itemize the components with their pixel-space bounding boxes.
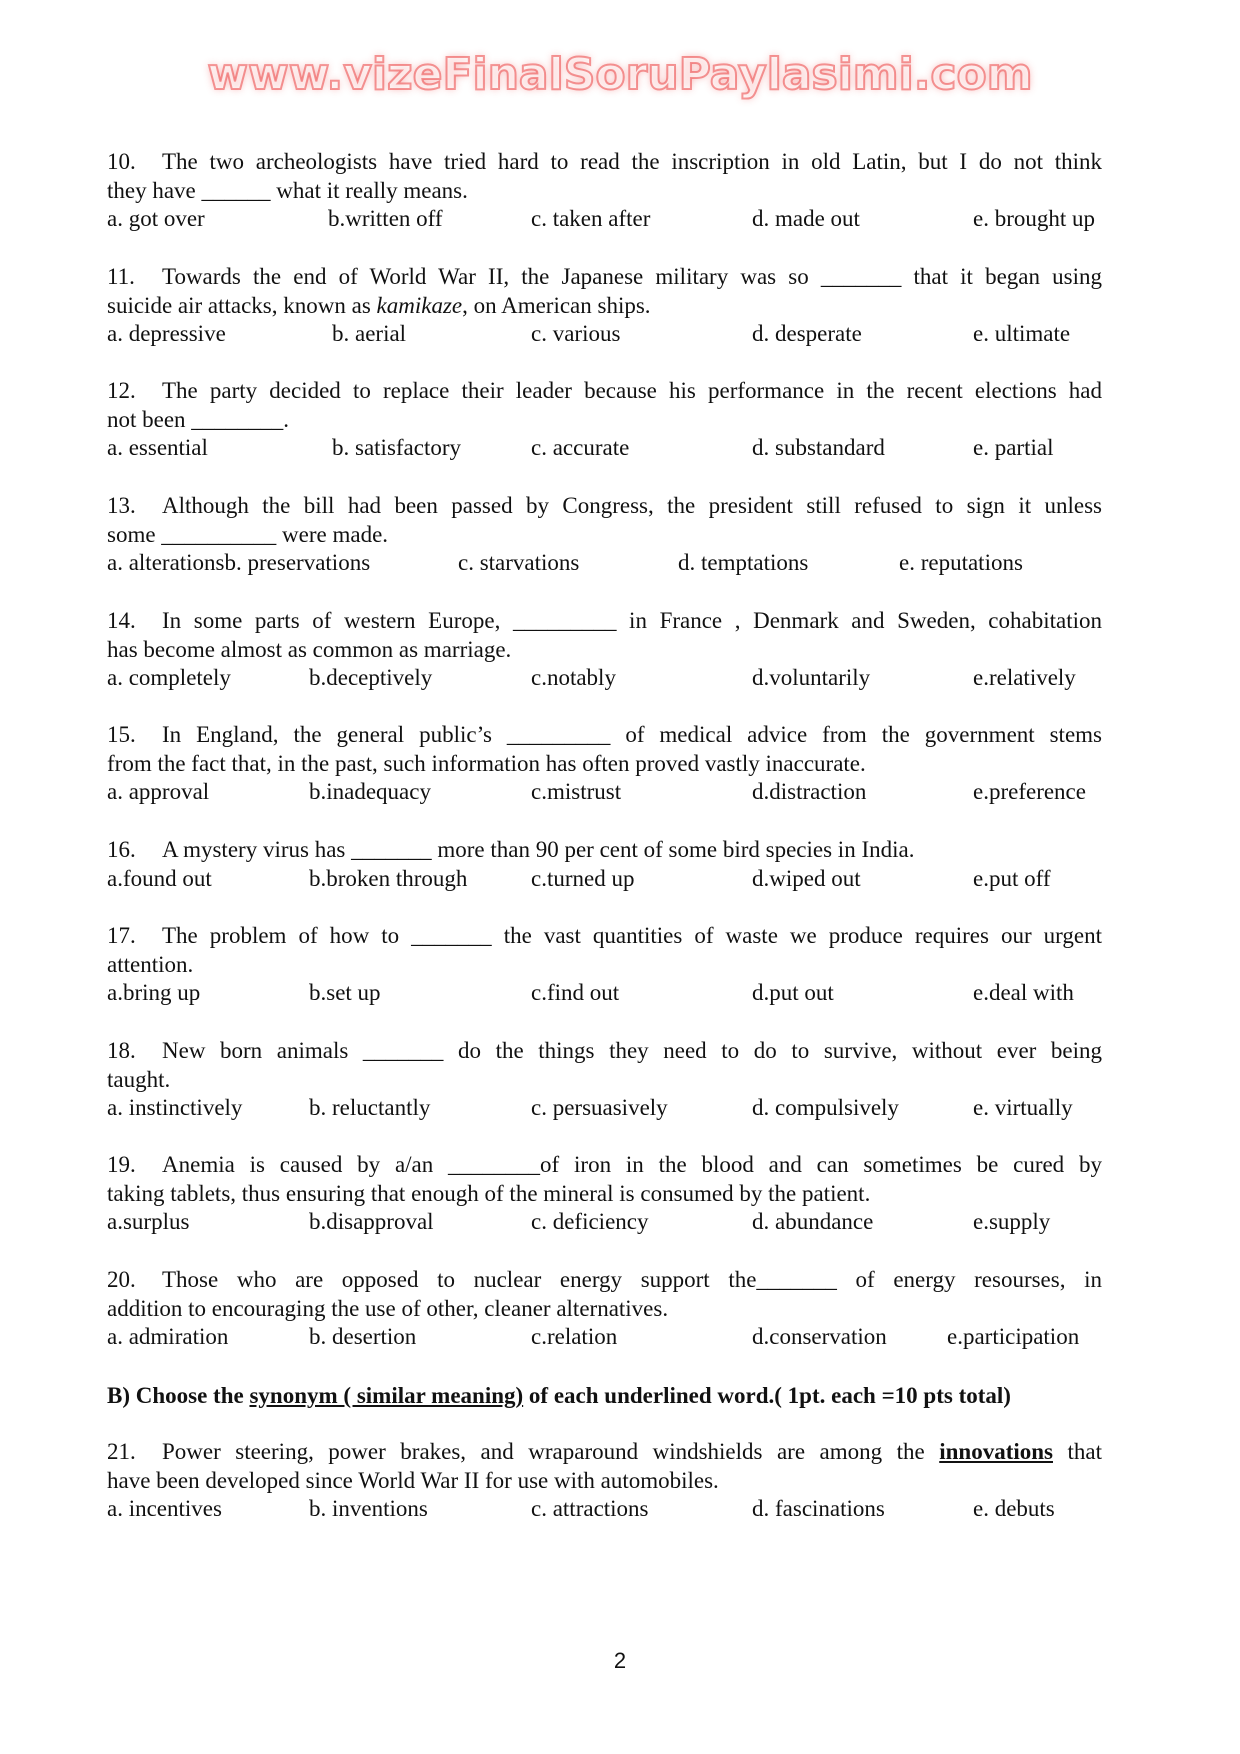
italic-term: kamikaze — [376, 292, 463, 318]
option-b[interactable]: b.set up — [309, 980, 381, 1005]
question-text-cont: has become almost as common as marriage. — [107, 636, 512, 662]
option-e[interactable]: e.put off — [973, 865, 1051, 891]
heading-text: B) Choose the — [107, 1383, 250, 1408]
question-17 — [107, 922, 1102, 1008]
option-d[interactable]: d. abundance — [752, 1209, 874, 1234]
question-text: that — [1053, 1439, 1102, 1464]
option-b[interactable]: b. reluctantly — [309, 1095, 431, 1120]
question-13 — [107, 492, 1102, 578]
option-b[interactable]: b. aerial — [332, 321, 407, 346]
question-text-cont: taught. — [107, 1066, 171, 1092]
option-c[interactable]: c. starvations — [458, 550, 580, 575]
question-text-cont: addition to encouraging the use of other, cleaner alternatives. — [107, 1295, 669, 1321]
option-c[interactable]: c. persuasively — [531, 1095, 668, 1120]
option-d[interactable]: d.wiped out — [752, 865, 861, 891]
underlined-keyword: innovations — [939, 1439, 1053, 1464]
options — [107, 1208, 1102, 1237]
option-b[interactable]: b.disapproval — [309, 1209, 434, 1234]
option-b[interactable]: b.broken through — [309, 865, 468, 891]
question-10 — [107, 148, 1102, 234]
options — [107, 434, 1102, 463]
question-15 — [107, 721, 1102, 807]
options — [107, 979, 1102, 1008]
option-d[interactable]: d. compulsively — [752, 1095, 899, 1120]
option-e[interactable]: e. debuts — [973, 1496, 1055, 1521]
options — [107, 549, 1102, 578]
option-b[interactable]: b.deceptively — [309, 665, 433, 690]
option-a-b-group — [107, 549, 370, 578]
options — [107, 205, 1102, 234]
option-e[interactable]: e.deal with — [973, 980, 1074, 1005]
option-e[interactable]: e. virtually — [973, 1095, 1073, 1120]
question-number: 13. — [107, 493, 136, 518]
option-b[interactable]: b. inventions — [309, 1496, 428, 1521]
options — [107, 664, 1102, 693]
question-number: 16. — [107, 837, 136, 862]
question-text: The two archeologists have tried hard to read the inscription in old Latin, but I do not think — [162, 149, 1102, 174]
question-text-cont: attention. — [107, 951, 194, 977]
option-c[interactable]: c.mistrust — [531, 779, 622, 804]
question-number: 17. — [107, 923, 136, 948]
option-a[interactable]: a. alterations — [107, 550, 225, 575]
option-e[interactable]: e. partial — [973, 435, 1054, 460]
option-d[interactable]: d. substandard — [752, 435, 885, 460]
option-c[interactable]: c. accurate — [531, 435, 630, 460]
question-text-cont: some __________ were made. — [107, 521, 389, 547]
option-e[interactable]: e.preference — [973, 779, 1086, 804]
option-e[interactable]: e.participation — [947, 1324, 1080, 1349]
question-text: Although the bill had been passed by Congress, the president still refused to sign it unless — [162, 493, 1102, 518]
question-text: A mystery virus has _______ more than 90 per cent of some bird species in India. — [162, 837, 915, 862]
option-a[interactable]: a.found out — [107, 865, 212, 891]
question-text: In England, the general public’s _________ of medical advice from the government stems — [162, 722, 1102, 747]
question-number: 14. — [107, 608, 136, 633]
page-number: 2 — [613, 1648, 627, 1673]
option-a[interactable]: a. essential — [107, 435, 208, 460]
option-c[interactable]: c.relation — [531, 1324, 618, 1349]
option-e[interactable]: e. ultimate — [973, 321, 1071, 346]
question-text-cont: from the fact that, in the past, such information has often proved vastly inaccurate. — [107, 750, 866, 776]
question-19 — [107, 1151, 1102, 1237]
question-12 — [107, 377, 1102, 463]
question-text: Power steering, power brakes, and wraparound windshields are among the — [162, 1439, 940, 1464]
option-c[interactable]: c.find out — [531, 980, 620, 1005]
option-d[interactable]: d.voluntarily — [752, 665, 871, 690]
text: , on American ships. — [462, 292, 651, 318]
option-b[interactable]: b. satisfactory — [332, 435, 462, 460]
option-d[interactable]: d.put out — [752, 980, 834, 1005]
options — [107, 865, 1102, 894]
option-c[interactable]: c. deficiency — [531, 1209, 649, 1234]
option-d[interactable]: d. fascinations — [752, 1496, 885, 1521]
question-number: 18. — [107, 1038, 136, 1063]
question-number: 21. — [107, 1439, 136, 1464]
option-c[interactable]: c. taken after — [531, 206, 651, 231]
question-text: The problem of how to _______ the vast quantities of waste we produce requires our urgent — [162, 923, 1102, 948]
question-number: 20. — [107, 1267, 136, 1292]
question-14 — [107, 607, 1102, 693]
option-e[interactable]: e. reputations — [899, 550, 1023, 575]
option-a[interactable]: a. instinctively — [107, 1095, 243, 1120]
options — [107, 320, 1102, 349]
question-text-cont: have been developed since World War II for use with automobiles. — [107, 1467, 719, 1493]
option-b[interactable]: b. desertion — [309, 1324, 417, 1349]
option-c[interactable]: c. attractions — [531, 1496, 649, 1521]
option-d[interactable]: d. made out — [752, 206, 860, 231]
option-d[interactable]: d. desperate — [752, 321, 862, 346]
option-d[interactable]: d. temptations — [678, 550, 809, 575]
question-text: Towards the end of World War II, the Japanese military was so _______ that it began using — [162, 264, 1102, 289]
question-11 — [107, 263, 1102, 349]
section-b-heading — [107, 1381, 1102, 1411]
option-a[interactable]: a. approval — [107, 779, 210, 804]
option-c[interactable]: c.turned up — [531, 865, 635, 891]
question-text: Anemia is caused by a/an ________of iron in the blood and can sometimes be cured by — [162, 1152, 1102, 1177]
question-16 — [107, 836, 1102, 893]
option-d[interactable]: d.distraction — [752, 779, 867, 804]
question-text-cont: they have ______ what it really means. — [107, 177, 468, 203]
heading-underlined: synonym ( similar meaning) — [249, 1383, 524, 1408]
question-text: In some parts of western Europe, _________ in France , Denmark and Sweden, cohabitation — [162, 608, 1102, 633]
option-e[interactable]: e.relatively — [973, 665, 1076, 690]
options — [107, 1323, 1102, 1352]
option-a[interactable]: a. incentives — [107, 1496, 222, 1521]
option-a[interactable]: a. got over — [107, 206, 205, 231]
option-b[interactable]: b.written off — [328, 206, 443, 231]
question-number: 15. — [107, 722, 136, 747]
question-text-cont: not been ________. — [107, 406, 290, 432]
options — [107, 1094, 1102, 1123]
question-18 — [107, 1037, 1102, 1123]
options — [107, 1495, 1102, 1524]
question-number: 19. — [107, 1152, 136, 1177]
watermark: www.vizeFinalSoruPaylasimi.com — [207, 49, 1033, 100]
question-20 — [107, 1266, 1102, 1352]
options — [107, 778, 1102, 807]
option-c[interactable]: c. various — [531, 321, 621, 346]
option-e[interactable]: e. brought up — [973, 206, 1096, 231]
question-text: Those who are opposed to nuclear energy support the_______ of energy resourses, in — [162, 1267, 1102, 1292]
text: suicide air attacks, known as — [107, 292, 377, 318]
question-number: 11. — [107, 264, 135, 289]
question-text-cont — [107, 292, 1102, 321]
option-a[interactable]: a.bring up — [107, 980, 201, 1005]
option-d[interactable]: d.conservation — [752, 1324, 887, 1349]
option-a[interactable]: a. admiration — [107, 1324, 229, 1349]
option-a[interactable]: a. completely — [107, 665, 231, 690]
option-a[interactable]: a.surplus — [107, 1209, 190, 1234]
question-text-cont: taking tablets, thus ensuring that enough of the mineral is consumed by the patient. — [107, 1180, 871, 1206]
question-text: The party decided to replace their leader because his performance in the recent elections had — [162, 378, 1102, 403]
question-number: 12. — [107, 378, 136, 403]
option-c[interactable]: c.notably — [531, 665, 616, 690]
option-e[interactable]: e.supply — [973, 1209, 1051, 1234]
heading-text: of each underlined word.( 1pt. each =10 pts total) — [523, 1383, 1011, 1408]
option-a[interactable]: a. depressive — [107, 321, 226, 346]
question-21 — [107, 1438, 1102, 1524]
question-number: 10. — [107, 149, 136, 174]
option-b[interactable]: b.inadequacy — [309, 779, 431, 804]
question-text: New born animals _______ do the things they need to do to survive, without ever being — [162, 1038, 1102, 1063]
option-b[interactable]: b. preservations — [224, 550, 371, 575]
